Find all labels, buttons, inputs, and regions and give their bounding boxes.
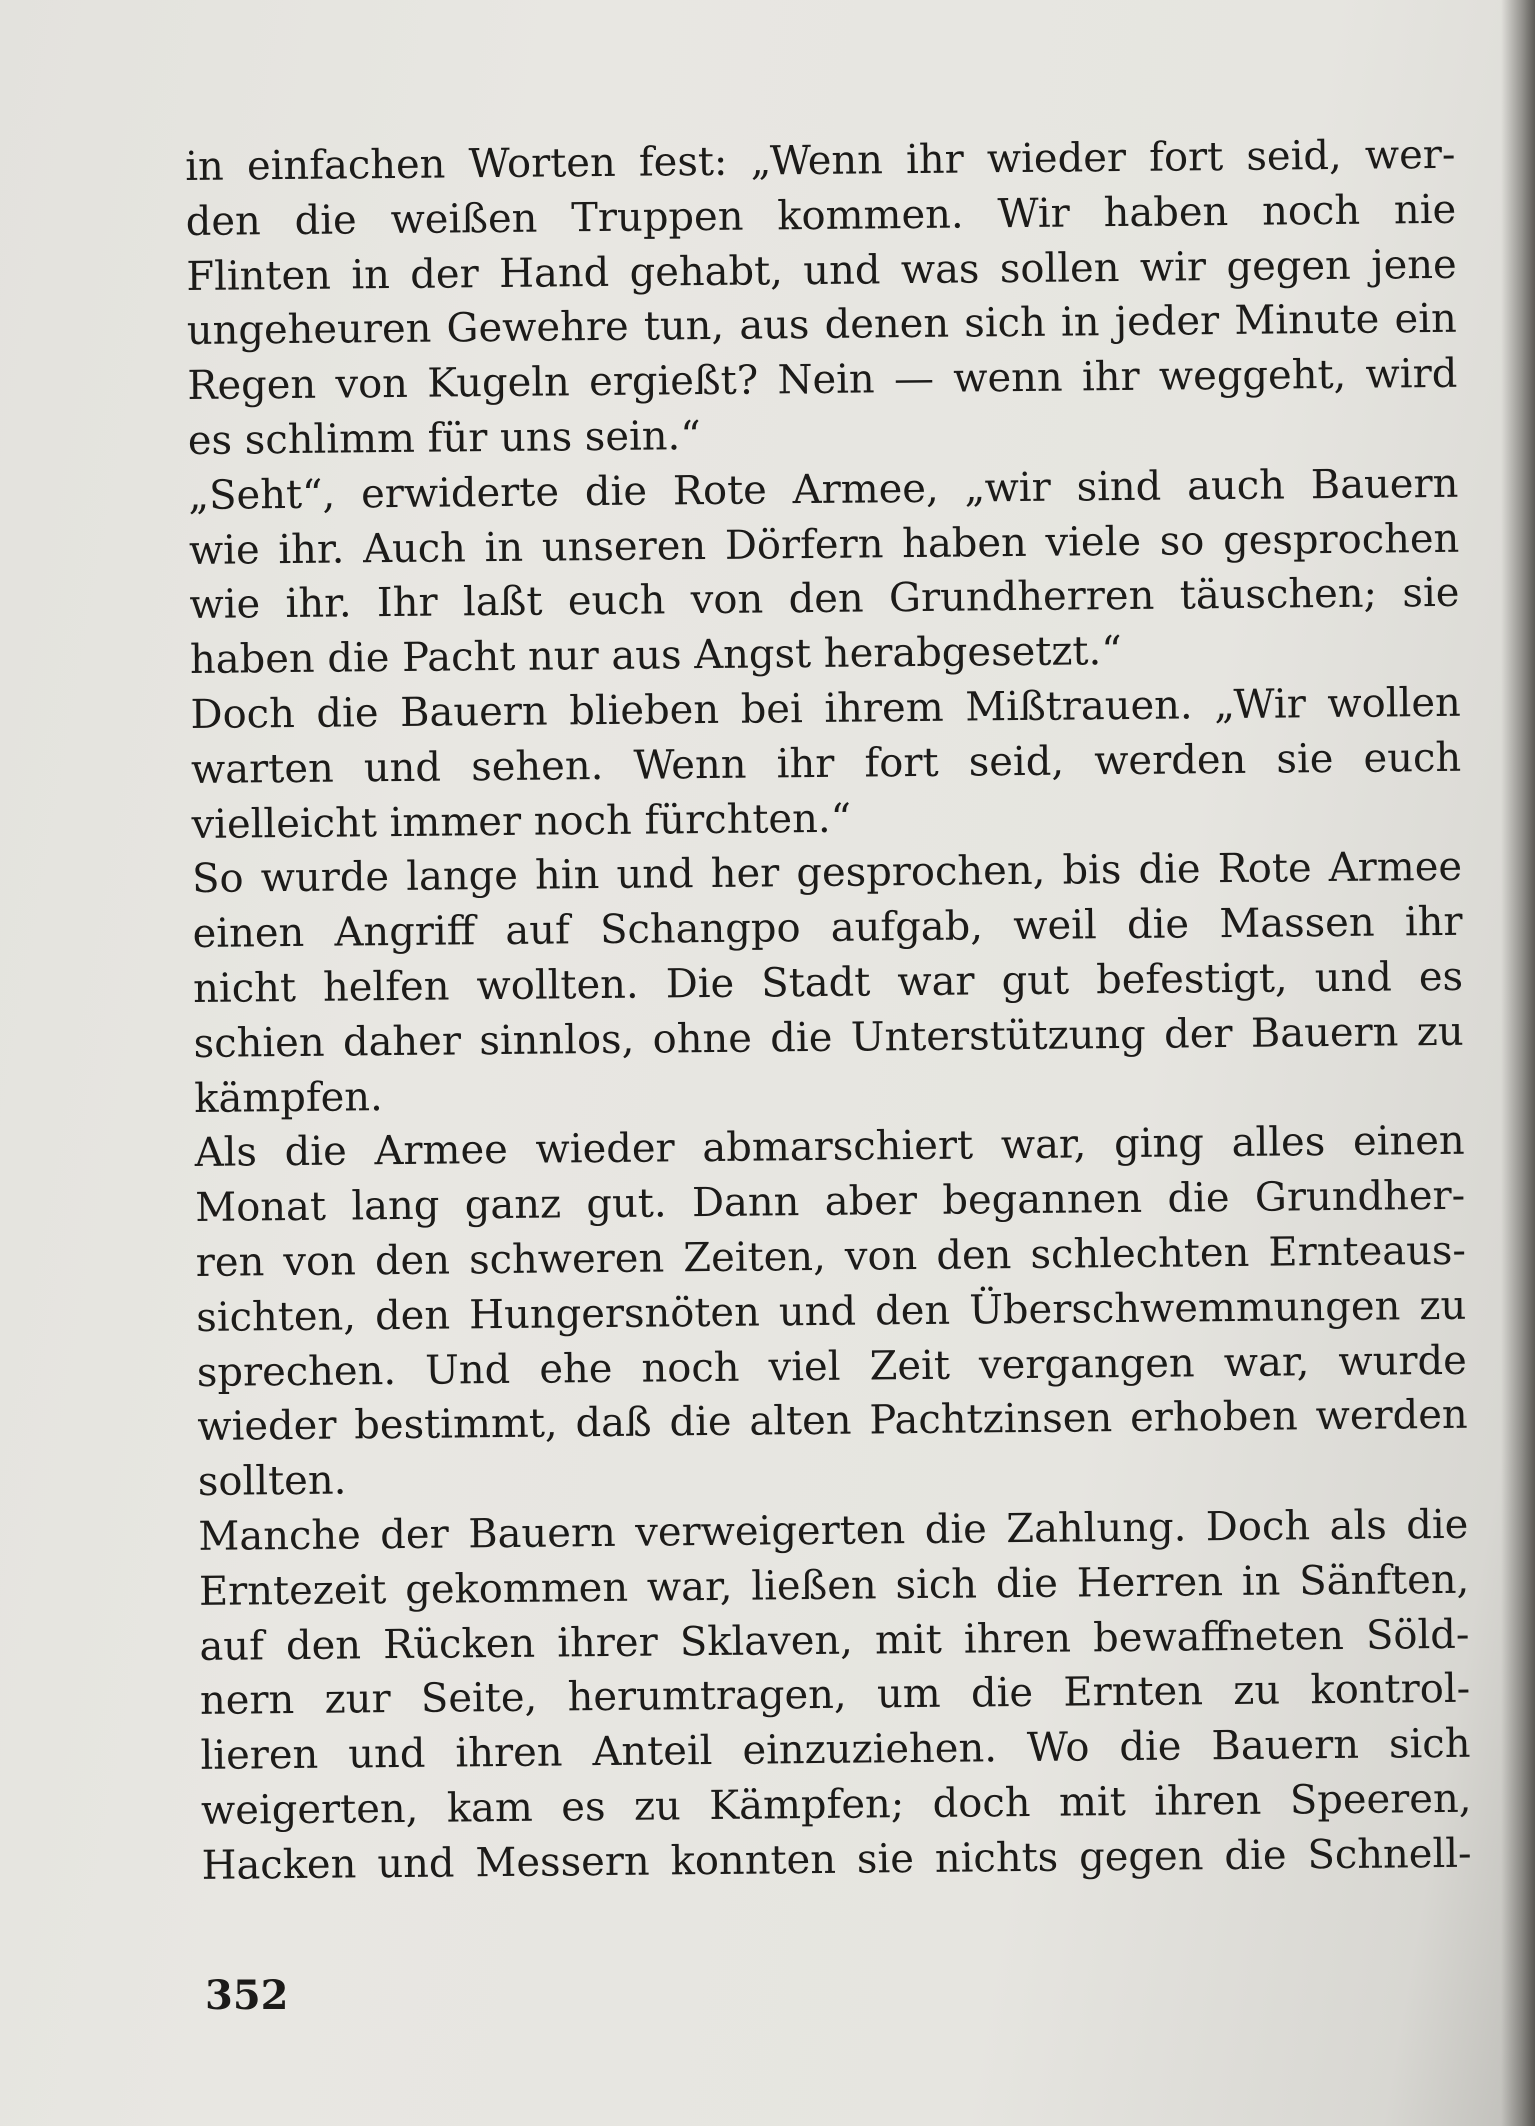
text-line: schien daher sinnlos, ohne die Unterstützung der Bauern zu <box>193 1008 1464 1067</box>
text-line: wie ihr. Ihr laßt euch von den Grundherren täuschen; sie <box>189 570 1460 629</box>
text-line: ren von den schweren Zeiten, von den schlechten Ernteaus- <box>195 1227 1467 1286</box>
text-line: Manche der Bauern verweigerten die Zahlung. Doch als die <box>198 1501 1469 1560</box>
text-line: nicht helfen wollten. Die Stadt war gut befestigt, und es <box>192 953 1464 1012</box>
page-edge-shadow <box>1501 0 1535 2126</box>
text-line: Doch die Bauern blieben bei ihrem Mißtrauen. „Wir wollen <box>190 679 1461 738</box>
text-line: sollten. <box>197 1457 347 1506</box>
text-line: Erntezeit gekommen war, ließen sich die Herren in Sänften, <box>198 1556 1470 1615</box>
text-line: weigerten, kam es zu Kämpfen; doch mit ihren Speeren, <box>200 1775 1472 1834</box>
text-line: sprechen. Und ehe noch viel Zeit vergangen war, wurde <box>196 1337 1467 1396</box>
text-line: So wurde lange hin und her gesprochen, bis die Rote Armee <box>191 844 1463 903</box>
text-line: vielleicht immer noch fürchten.“ <box>191 795 852 848</box>
text-line: „Seht“, erwiderte die Rote Armee, „wir sind auch Bauern <box>188 460 1459 519</box>
text-line: Hacken und Messern konnten sie nichts gegen die Schnell- <box>201 1830 1472 1889</box>
text-line: auf den Rücken ihrer Sklaven, mit ihren bewaffneten Söld- <box>199 1611 1470 1670</box>
text-line: ungeheuren Gewehre tun, aus denen sich in jeder Minute ein <box>186 296 1457 355</box>
text-line: nern zur Seite, herumtragen, um die Ernten zu kontrol- <box>199 1666 1471 1725</box>
body-text <box>185 128 1472 1894</box>
text-line: kämpfen. <box>193 1073 383 1122</box>
text-line: Flinten in der Hand gehabt, und was sollen wir gegen jene <box>186 241 1457 300</box>
text-line: Als die Armee wieder abmarschiert war, ging alles einen <box>194 1118 1465 1177</box>
text-line: es schlimm für uns sein.“ <box>187 413 701 464</box>
text-line: sichten, den Hungersnöten und den Überschwemmungen zu <box>196 1282 1467 1341</box>
text-line: wie ihr. Auch in unseren Dörfern haben viele so gesprochen <box>188 515 1460 574</box>
page-number: 352 <box>205 1972 289 2019</box>
text-line: Monat lang ganz gut. Dann aber begannen die Grundher- <box>195 1172 1466 1232</box>
text-line: in einfachen Worten fest: „Wenn ihr wieder fort seid, wer- <box>185 131 1456 190</box>
text-line: einen Angriff auf Schangpo aufgab, weil die Massen ihr <box>192 898 1463 958</box>
text-line: haben die Pacht nur aus Angst herabgesetzt.“ <box>189 628 1122 684</box>
text-line: lieren und ihren Anteil einzuziehen. Wo die Bauern sich <box>200 1720 1471 1780</box>
text-line: Regen von Kugeln ergießt? Nein — wenn ihr weggeht, wird <box>187 350 1458 410</box>
text-line: wieder bestimmt, daß die alten Pachtzinsen erhoben werden <box>197 1392 1468 1451</box>
text-line: warten und sehen. Wenn ihr fort seid, werden sie euch <box>190 734 1462 793</box>
text-line: den die weißen Truppen kommen. Wir haben noch nie <box>185 186 1457 245</box>
